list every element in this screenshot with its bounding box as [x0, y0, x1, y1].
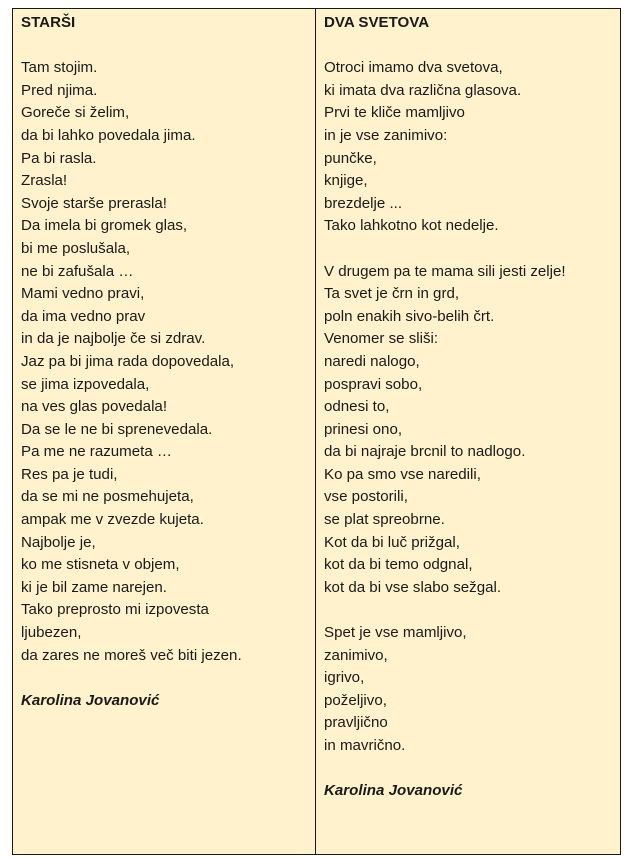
- poem-line: vse postorili,: [324, 488, 408, 506]
- poem-line: ki imata dva različna glasova.: [324, 81, 522, 99]
- poem-line: na ves glas povedala!: [21, 398, 168, 416]
- poem-line: kot da bi vse slabo sežgal.: [324, 578, 502, 596]
- poem-line: Kot da bi luč prižgal,: [324, 533, 460, 551]
- poem-line: naredi nalogo,: [324, 352, 420, 370]
- poem-line: da se mi ne posmehujeta,: [21, 488, 194, 506]
- poem-author: Karolina Jovanović: [324, 782, 463, 800]
- poem-line: in mavrično.: [324, 737, 406, 754]
- poem-line: ki je bil zame narejen.: [21, 578, 167, 596]
- poem-line: V drugem pa te mama sili jesti zelje!: [324, 262, 566, 280]
- poem-line: Tako lahkotno kot nedelje.: [324, 217, 499, 235]
- poem-line: igrivo,: [324, 669, 365, 687]
- poem-line: pospravi sobo,: [324, 375, 423, 393]
- poem-line: in je vse zanimivo:: [324, 126, 448, 144]
- poem-line: da bi najraje brcnil to nadlogo.: [324, 443, 526, 461]
- poem-column-left: [13, 9, 316, 854]
- poem-line: Ta svet je črn in grd,: [324, 285, 460, 303]
- poem-line: Pa bi rasla.: [21, 149, 97, 167]
- poem-line: Da imela bi gromek glas,: [21, 217, 188, 235]
- poem-title: DVA SVETOVA: [324, 14, 430, 31]
- poem-line: Svoje starše prerasla!: [21, 194, 167, 212]
- poem-line: Otroci imamo dva svetova,: [324, 59, 503, 77]
- poem-line: Prvi te kliče mamljivo: [324, 104, 465, 122]
- poem-title: STARŠI: [21, 14, 76, 31]
- stanza-gap: [21, 667, 308, 690]
- poem-line: pravljično: [324, 714, 388, 732]
- poem-table: [12, 8, 621, 855]
- poem-line: bi me poslušala,: [21, 239, 131, 257]
- poem-body: [324, 35, 613, 758]
- poem-line: Da se le ne bi sprenevedala.: [21, 420, 213, 438]
- stanza-gap: [21, 35, 308, 58]
- poem-column-right: [316, 9, 620, 854]
- poem-line: Ko pa smo vse naredili,: [324, 465, 481, 483]
- poem-line: ko me stisneta v objem,: [21, 556, 180, 574]
- poem-line: prinesi ono,: [324, 420, 403, 438]
- poem-line: punčke,: [324, 149, 377, 167]
- poem-line: zanimivo,: [324, 646, 388, 664]
- poem-line: knjige,: [324, 172, 368, 190]
- stanza-gap: [324, 35, 613, 58]
- poem-line: Tam stojim.: [21, 59, 98, 77]
- poem-line: Spet je vse mamljivo,: [324, 624, 467, 642]
- stanza-gap: [324, 238, 613, 261]
- poem-line: kot da bi temo odgnal,: [324, 556, 473, 574]
- poem-line: Zrasla!: [21, 172, 68, 190]
- poem-line: brezdelje ...: [324, 194, 403, 212]
- poem-line: Goreče si želim,: [21, 104, 130, 122]
- poem-author: Karolina Jovanović: [21, 691, 160, 709]
- poem-line: Tako preprosto mi izpovesta: [21, 601, 209, 619]
- poem-line: da bi lahko povedala jima.: [21, 126, 196, 144]
- poem-line: Venomer se sliši:: [324, 330, 439, 348]
- poem-line: poln enakih sivo-belih črt.: [324, 307, 495, 325]
- poem-line: ljubezen,: [21, 624, 82, 642]
- poem-line: odnesi to,: [324, 398, 390, 416]
- poem-line: ne bi zafušala …: [21, 262, 134, 280]
- poem-body: [21, 35, 308, 668]
- poem-line: in da je najbolje če si zdrav.: [21, 330, 206, 348]
- poem-line: Najbolje je,: [21, 533, 96, 551]
- poem-line: Pa me ne razumeta …: [21, 443, 173, 461]
- poem-line: se plat spreobrne.: [324, 511, 445, 529]
- poem-line: ampak me v zvezde kujeta.: [21, 511, 204, 529]
- stanza-gap: [324, 599, 613, 622]
- poem-line: poželjivo,: [324, 691, 387, 709]
- stanza-gap: [324, 758, 613, 781]
- poem-line: da zares ne moreš več biti jezen.: [21, 646, 242, 664]
- poem-line: da ima vedno prav: [21, 307, 146, 325]
- poem-line: Jaz pa bi jima rada dopovedala,: [21, 352, 235, 370]
- poem-line: Res pa je tudi,: [21, 465, 118, 483]
- poem-line: Mami vedno pravi,: [21, 285, 145, 303]
- poem-line: Pred njima.: [21, 81, 98, 99]
- poem-line: se jima izpovedala,: [21, 375, 150, 393]
